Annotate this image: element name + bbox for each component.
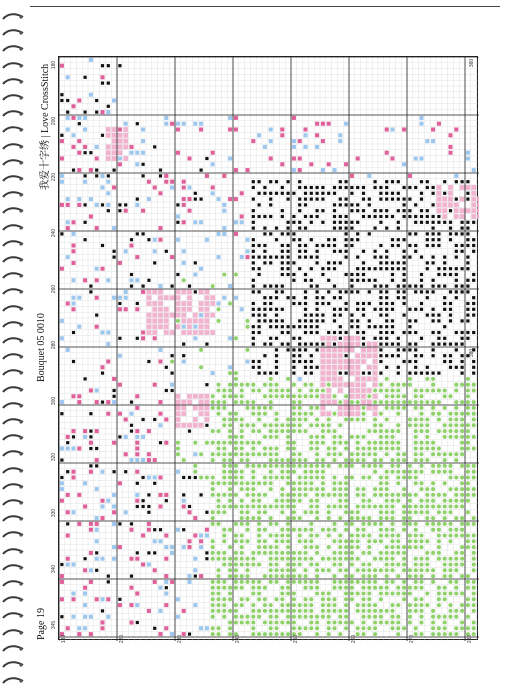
page-number: Page 19 — [36, 608, 47, 640]
binding-coil — [2, 579, 24, 589]
left-tick-label: 340 — [51, 564, 58, 574]
left-tick-label: 220 — [51, 172, 58, 182]
top-tick-label: 360 — [469, 58, 476, 68]
binding-coil — [2, 239, 24, 249]
binding-coil — [2, 611, 24, 621]
binding-coil — [2, 676, 24, 686]
stitch-grid — [59, 57, 479, 644]
pattern-title: Bouquet 05 0010 — [36, 313, 47, 382]
left-tick-label: 200 — [51, 116, 58, 126]
binding-coil — [2, 174, 24, 184]
binding-coil — [2, 498, 24, 508]
binding-coil — [2, 271, 24, 281]
left-tick-label: 260 — [51, 284, 58, 294]
left-tick-label: 280 — [51, 340, 58, 350]
binding-coil — [2, 514, 24, 524]
left-tick-label: 320 — [51, 452, 58, 462]
binding-coil — [2, 320, 24, 330]
binding-coil — [2, 44, 24, 54]
binding-coil — [2, 368, 24, 378]
bottom-tick-label: 230 — [177, 634, 184, 644]
page-top-border — [30, 6, 500, 7]
cross-stitch-chart — [58, 56, 478, 640]
binding-coil — [2, 61, 24, 71]
binding-coil — [2, 628, 24, 638]
left-tick-label: 330 — [51, 508, 58, 518]
left-tick-label: 240 — [51, 228, 58, 238]
binding-coil — [2, 93, 24, 103]
binding-coil — [2, 304, 24, 314]
left-tick-label: 345 — [51, 620, 58, 630]
binding-coil — [2, 109, 24, 119]
binding-coil — [2, 336, 24, 346]
binding-coil — [2, 28, 24, 38]
binding-coil — [2, 255, 24, 265]
binding-coil — [2, 77, 24, 87]
bottom-tick-label: 260 — [351, 634, 358, 644]
site-title: 我爱十字绣 | Love CrossStitch — [40, 63, 51, 190]
binding-coil — [2, 449, 24, 459]
binding-coil — [2, 190, 24, 200]
binding-coil — [2, 223, 24, 233]
bottom-tick-label: 220 — [119, 634, 126, 644]
binding-coil — [2, 206, 24, 216]
binding-coil — [2, 142, 24, 152]
bottom-tick-label: 240 — [235, 634, 242, 644]
binding-coil — [2, 287, 24, 297]
top-tick-label: 380 — [469, 348, 476, 358]
binding-coil — [2, 385, 24, 395]
left-tick-label: 180 — [51, 60, 58, 70]
binding-coil — [2, 595, 24, 605]
binding-coil — [2, 158, 24, 168]
binding-coil — [2, 660, 24, 670]
binding-coil — [2, 125, 24, 135]
bottom-tick-label: 180 — [61, 634, 68, 644]
binding-coil — [2, 530, 24, 540]
binding-coil — [2, 547, 24, 557]
binding-coil — [2, 12, 24, 22]
bottom-tick-label: 280 — [467, 634, 474, 644]
binding-coil — [2, 482, 24, 492]
spiral-binding — [0, 0, 30, 699]
binding-coil — [2, 563, 24, 573]
binding-coil — [2, 352, 24, 362]
binding-coil — [2, 417, 24, 427]
bottom-tick-label: 250 — [293, 634, 300, 644]
bottom-tick-label: 270 — [409, 634, 416, 644]
binding-coil — [2, 433, 24, 443]
binding-coil — [2, 466, 24, 476]
left-tick-label: 300 — [51, 396, 58, 406]
binding-coil — [2, 644, 24, 654]
binding-coil — [2, 401, 24, 411]
